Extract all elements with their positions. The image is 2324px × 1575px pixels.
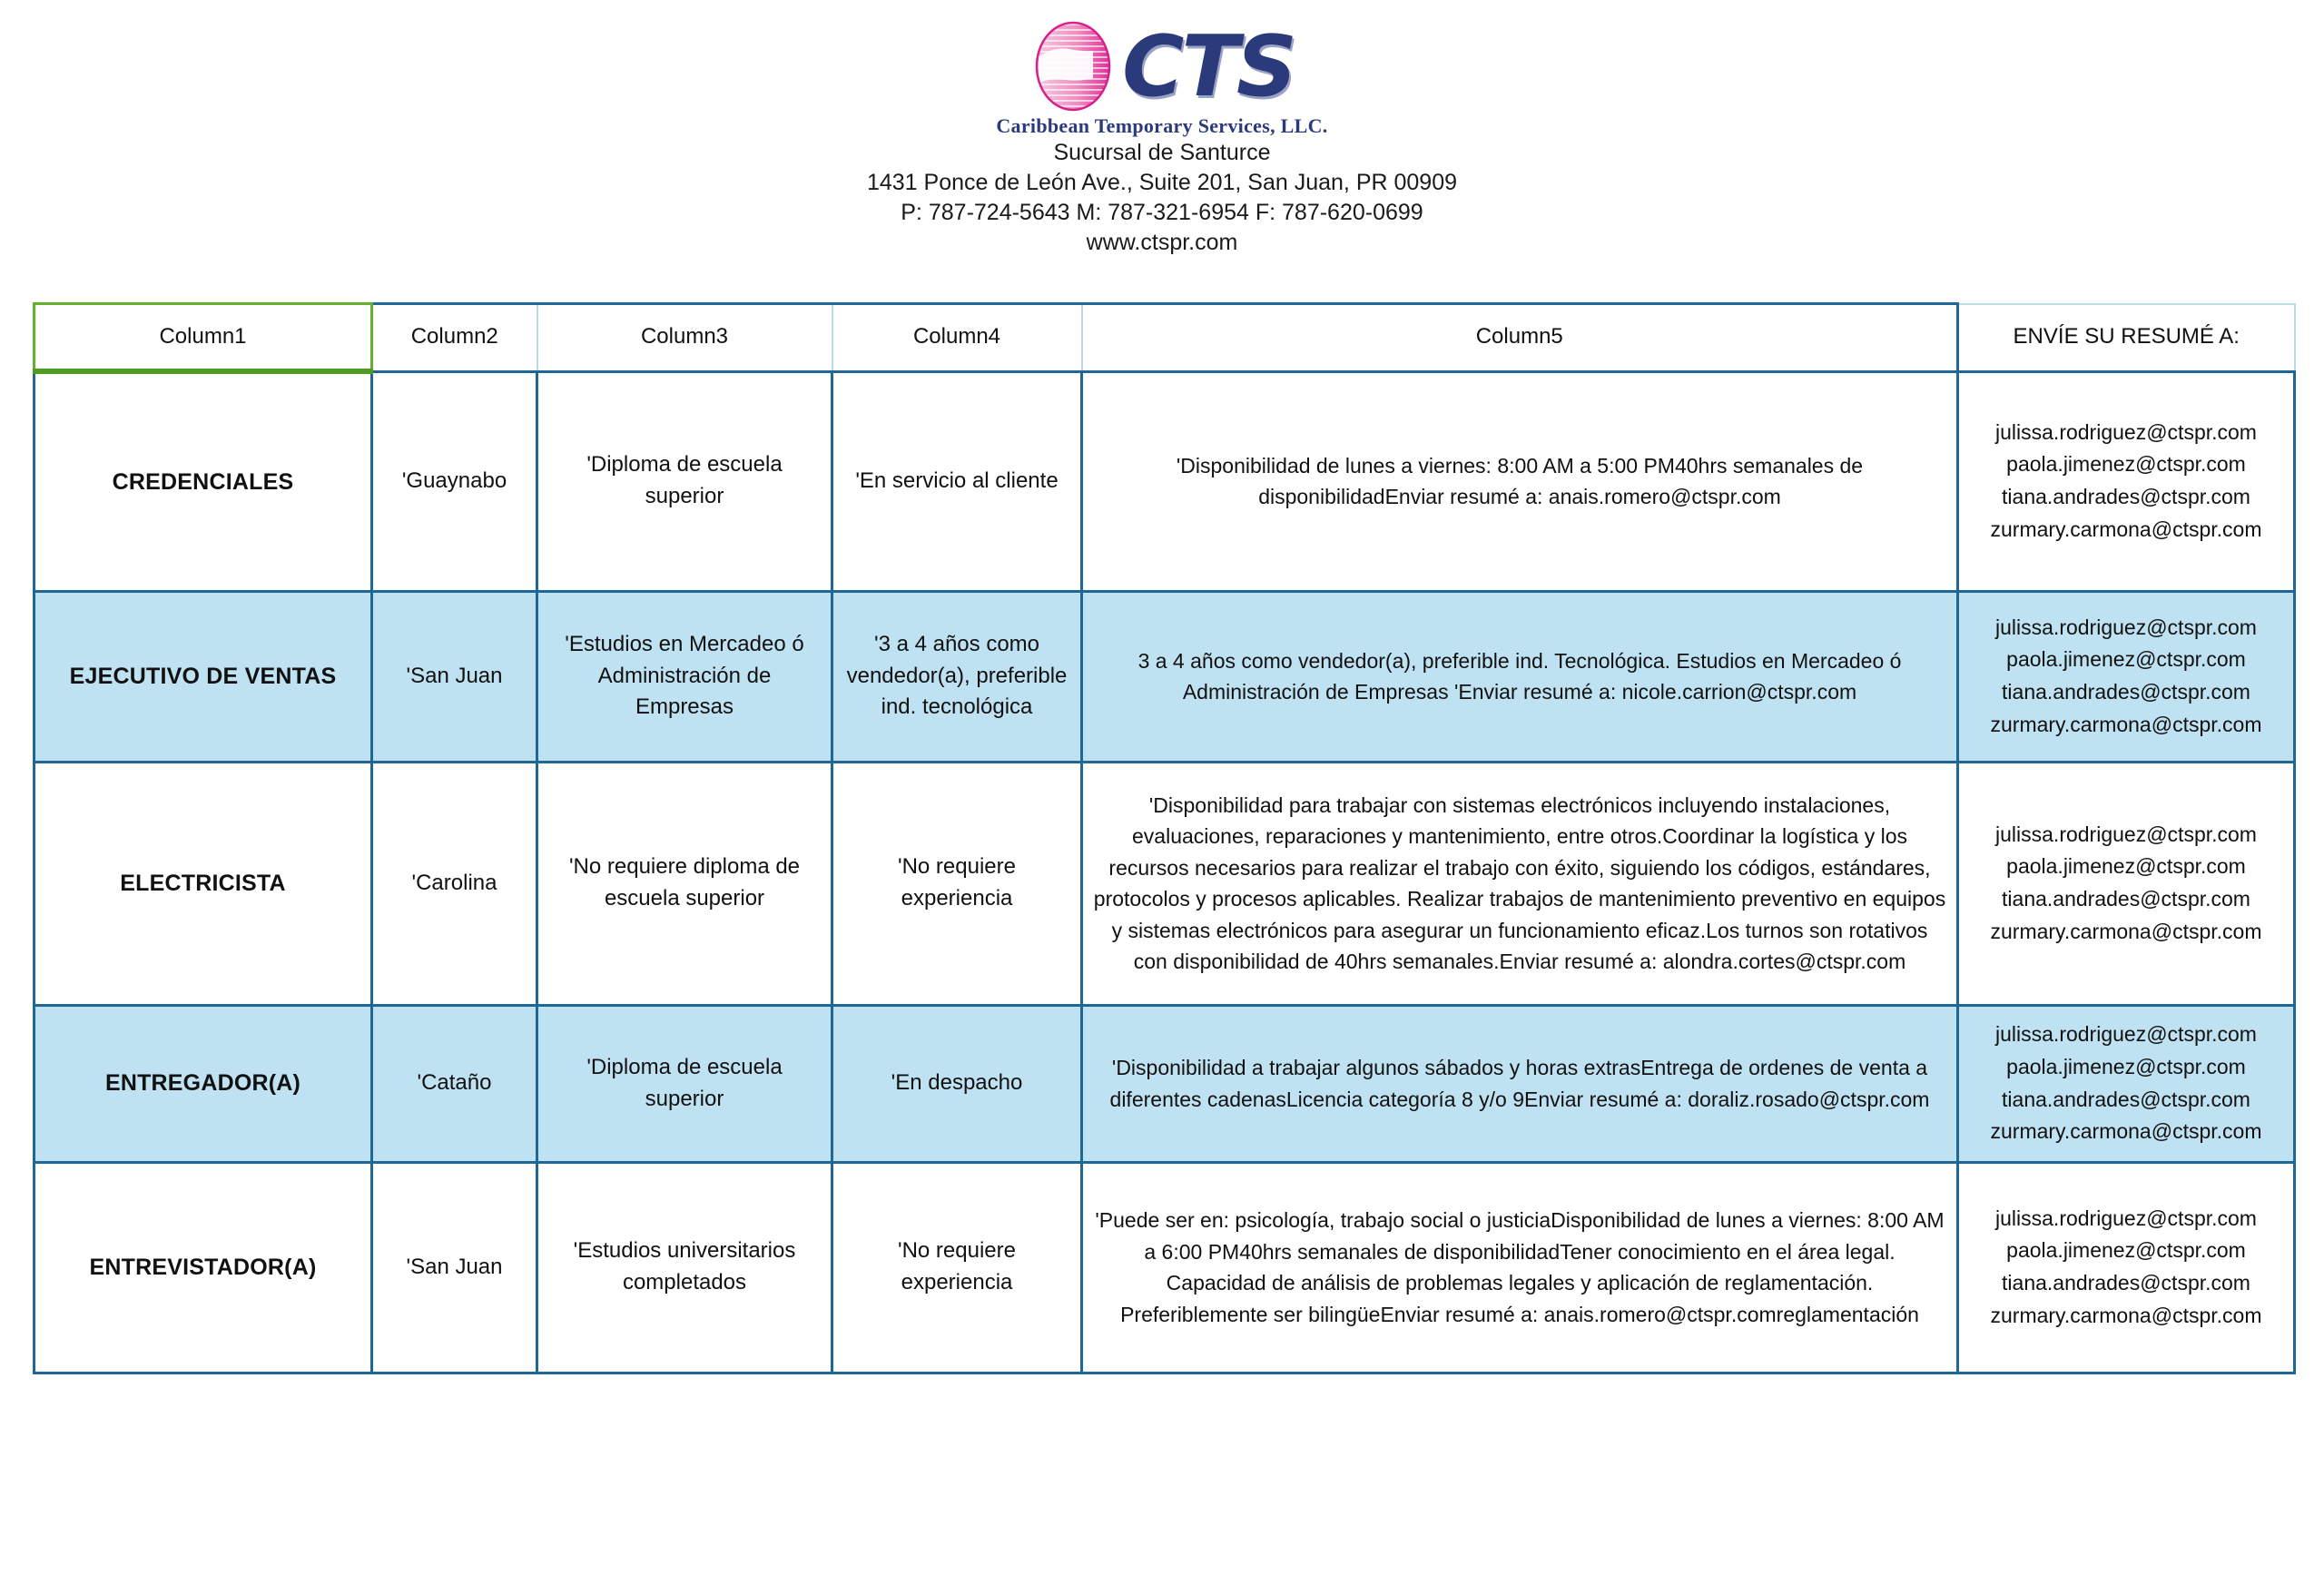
cell-resume-emails [1958,371,2295,591]
email-link[interactable]: tiana.andrades@ctspr.com [2002,485,2250,508]
cell-description: 'Disponibilidad a trabajar algunos sábados y horas extrasEntrega de ordenes de venta a diferentes cadenasLicencia categoría 8 y/o 9Enviar resumé a: doraliz.rosado@ctspr.com [1082,1005,1958,1162]
cell-description: 'Disponibilidad para trabajar con sistemas electrónicos incluyendo instalaciones, evaluaciones, reparaciones y mantenimiento, entre otros.Coordinar la logística y los recursos necesarios para realizar el trabajo con éxito, siguiendo los códigos, estándares, protocolos y procesos aplicables. Realizar trabajos de mantenimiento preventivo en equipos y sistemas electrónicos para asegurar un funcionamiento eficaz.Los turnos son rotativos con disponibilidad de 40hrs semanales.Enviar resumé a: alondra.cortes@ctspr.com [1082,762,1958,1005]
column-header-1[interactable]: Column1 [34,304,372,372]
cell-resume-emails [1958,1005,2295,1162]
email-link[interactable]: julissa.rodriguez@ctspr.com [1995,822,2257,846]
table-header-row [34,304,2295,372]
cell-education: 'Diploma de escuela superior [537,1005,832,1162]
logo-tagline: Caribbean Temporary Services, LLC. [996,114,1328,137]
logo-wordmark: CTS [1122,16,1295,115]
cell-description: 'Disponibilidad de lunes a viernes: 8:00 AM a 5:00 PM40hrs semanales de disponibilidadEnviar resumé a: anais.romero@ctspr.com [1082,371,1958,591]
job-listing-table [33,302,2296,1374]
cts-globe-icon [1029,17,1117,115]
cell-experience: 'En servicio al cliente [832,371,1082,591]
letterhead [0,0,2324,258]
website-line: www.ctspr.com [1086,230,1238,255]
cell-education: 'Estudios en Mercadeo ó Administración de Empresas [537,591,832,762]
email-link[interactable]: julissa.rodriguez@ctspr.com [1995,615,2257,639]
email-link[interactable]: paola.jimenez@ctspr.com [2006,647,2246,672]
logo-row [996,13,1327,120]
company-logo [996,13,1327,138]
email-link[interactable]: zurmary.carmona@ctspr.com [1990,712,2262,736]
table-body [34,371,2295,1373]
email-link[interactable]: zurmary.carmona@ctspr.com [1990,517,2262,541]
cell-location: 'Guaynabo [372,371,537,591]
email-link[interactable]: zurmary.carmona@ctspr.com [1990,1119,2262,1144]
cell-location: 'San Juan [372,591,537,762]
email-link[interactable]: tiana.andrades@ctspr.com [2002,1087,2250,1111]
cell-resume-emails [1958,762,2295,1005]
email-link[interactable]: zurmary.carmona@ctspr.com [1990,919,2262,943]
cell-experience: 'En despacho [832,1005,1082,1162]
table-row [34,762,2295,1005]
table-row [34,371,2295,591]
cell-job-title: CREDENCIALES [34,371,372,591]
job-listing-table-wrapper [33,302,2293,1374]
table-row [34,1005,2295,1162]
cell-resume-emails [1958,1162,2295,1373]
phone-line: P: 787-724-5643 M: 787-321-6954 F: 787-620-0699 [901,200,1423,225]
cell-location: 'Cataño [372,1005,537,1162]
email-link[interactable]: paola.jimenez@ctspr.com [2006,1238,2246,1263]
cell-resume-emails [1958,591,2295,762]
table-row [34,591,2295,762]
cell-education: 'Estudios universitarios completados [537,1162,832,1373]
column-header-5[interactable]: Column5 [1082,304,1958,372]
cell-job-title: ENTREGADOR(A) [34,1005,372,1162]
address-line: 1431 Ponce de León Ave., Suite 201, San Juan, PR 00909 [866,170,1458,195]
branch-name: Sucursal de Santurce [1053,140,1271,165]
email-link[interactable]: julissa.rodriguez@ctspr.com [1995,419,2257,444]
column-header-resume-email[interactable]: ENVÍE SU RESUMÉ A: [1958,304,2295,372]
cell-education: 'Diploma de escuela superior [537,371,832,591]
email-link[interactable]: paola.jimenez@ctspr.com [2006,854,2246,879]
cell-description: 'Puede ser en: psicología, trabajo social o justiciaDisponibilidad de lunes a viernes: 8:00 AM a 6:00 PM40hrs semanales de disponibilidadTener conocimiento en el área legal. Capacidad de análisis de problemas legales y aplicación de reglamentación. Preferiblemente ser bilingüeEnviar resumé a: anais.romero@ctspr.comreglamentación [1082,1162,1958,1373]
cell-location: 'Carolina [372,762,537,1005]
email-link[interactable]: julissa.rodriguez@ctspr.com [1995,1022,2257,1047]
cell-experience: 'No requiere experiencia [832,1162,1082,1373]
email-link[interactable]: paola.jimenez@ctspr.com [2006,452,2246,477]
cell-experience: 'No requiere experiencia [832,762,1082,1005]
cell-description: 3 a 4 años como vendedor(a), preferible ind. Tecnológica. Estudios en Mercadeo ó Administración de Empresas 'Enviar resumé a: nicole.carrion@ctspr.com [1082,591,1958,762]
cell-job-title: EJECUTIVO DE VENTAS [34,591,372,762]
email-link[interactable]: tiana.andrades@ctspr.com [2002,887,2250,911]
table-header [34,304,2295,372]
cell-job-title: ELECTRICISTA [34,762,372,1005]
cell-experience: '3 a 4 años como vendedor(a), preferible ind. tecnológica [832,591,1082,762]
cell-location: 'San Juan [372,1162,537,1373]
cell-education: 'No requiere diploma de escuela superior [537,762,832,1005]
table-row [34,1162,2295,1373]
email-link[interactable]: tiana.andrades@ctspr.com [2002,680,2250,704]
email-link[interactable]: tiana.andrades@ctspr.com [2002,1271,2250,1294]
email-link[interactable]: paola.jimenez@ctspr.com [2006,1054,2246,1078]
cell-job-title: ENTREVISTADOR(A) [34,1162,372,1373]
column-header-2[interactable]: Column2 [372,304,537,372]
column-header-3[interactable]: Column3 [537,304,832,372]
email-link[interactable]: zurmary.carmona@ctspr.com [1990,1303,2262,1327]
email-link[interactable]: julissa.rodriguez@ctspr.com [1995,1206,2257,1230]
column-header-4[interactable]: Column4 [832,304,1082,372]
